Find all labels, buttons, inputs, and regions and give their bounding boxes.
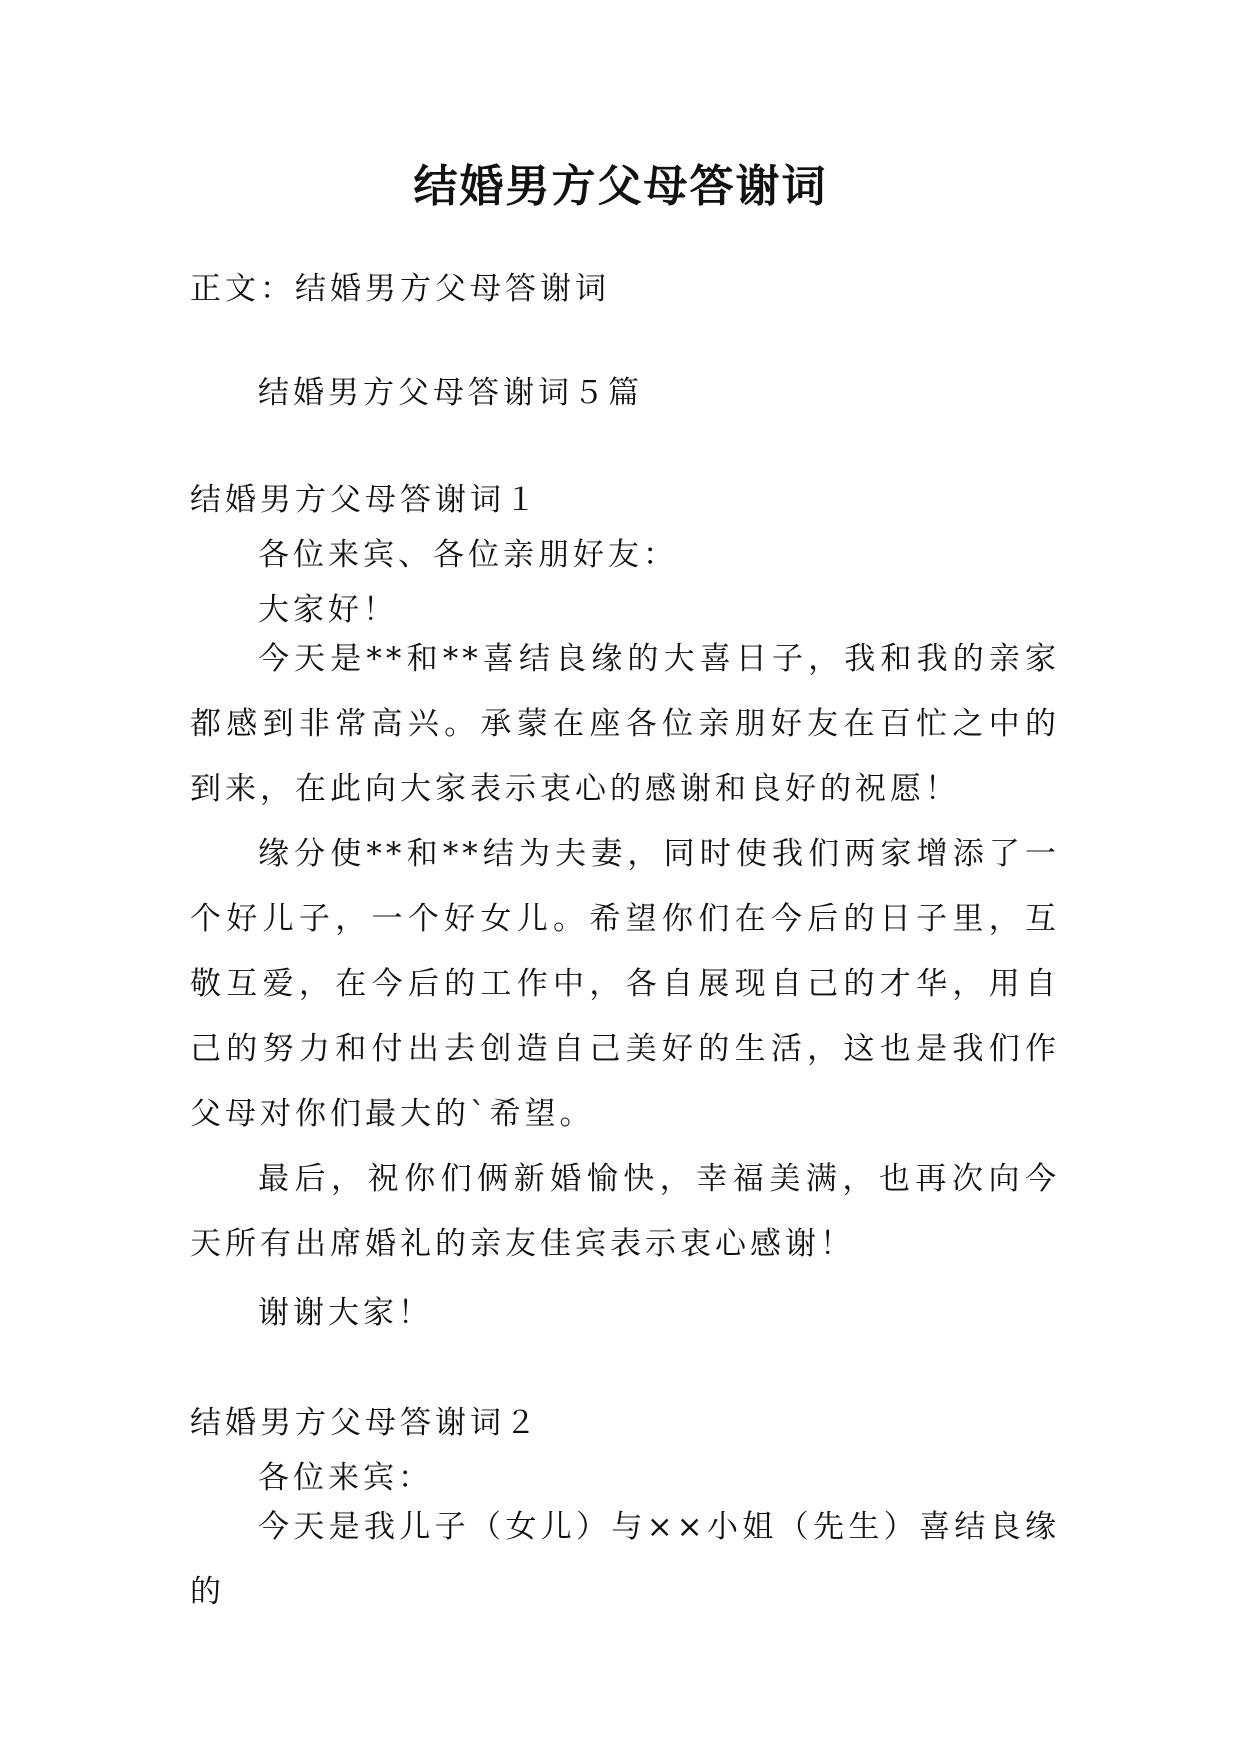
- body-label-line: 正文：结婚男方父母答谢词: [190, 271, 610, 307]
- section-1-paragraph-2: 缘分使**和**结为夫妻，同时使我们两家增添了一个好儿子，一个好女儿。希望你们在今后的日子里，互敬互爱，在今后的工作中，各自展现自己的才华，用自己的努力和付出去创造自己美好的生活，这也是我们作父母对你们最大的`希望。: [190, 836, 1060, 1132]
- section-2-salutation: 各位来宾：: [258, 1460, 433, 1496]
- collection-heading: 结婚男方父母答谢词５篇: [258, 375, 643, 411]
- section-1-greeting: 大家好！: [258, 592, 398, 628]
- section-1-heading: 结婚男方父母答谢词１: [190, 482, 540, 518]
- document-title: 结婚男方父母答谢词: [413, 161, 828, 212]
- section-1-salutation: 各位来宾、各位亲朋好友：: [258, 537, 678, 573]
- section-1-paragraph-3: 最后，祝你们俩新婚愉快，幸福美满，也再次向今天所有出席婚礼的亲友佳宾表示衷心感谢！: [190, 1161, 1060, 1262]
- section-1-closing: 谢谢大家！: [258, 1295, 433, 1331]
- section-2-paragraph-1: 今天是我儿子（女儿）与××小姐（先生）喜结良缘的: [190, 1509, 1060, 1610]
- section-2-heading: 结婚男方父母答谢词２: [190, 1405, 540, 1441]
- section-1-paragraph-1: 今天是**和**喜结良缘的大喜日子，我和我的亲家都感到非常高兴。承蒙在座各位亲朋好友在百忙之中的到来，在此向大家表示衷心的感谢和良好的祝愿！: [190, 641, 1060, 807]
